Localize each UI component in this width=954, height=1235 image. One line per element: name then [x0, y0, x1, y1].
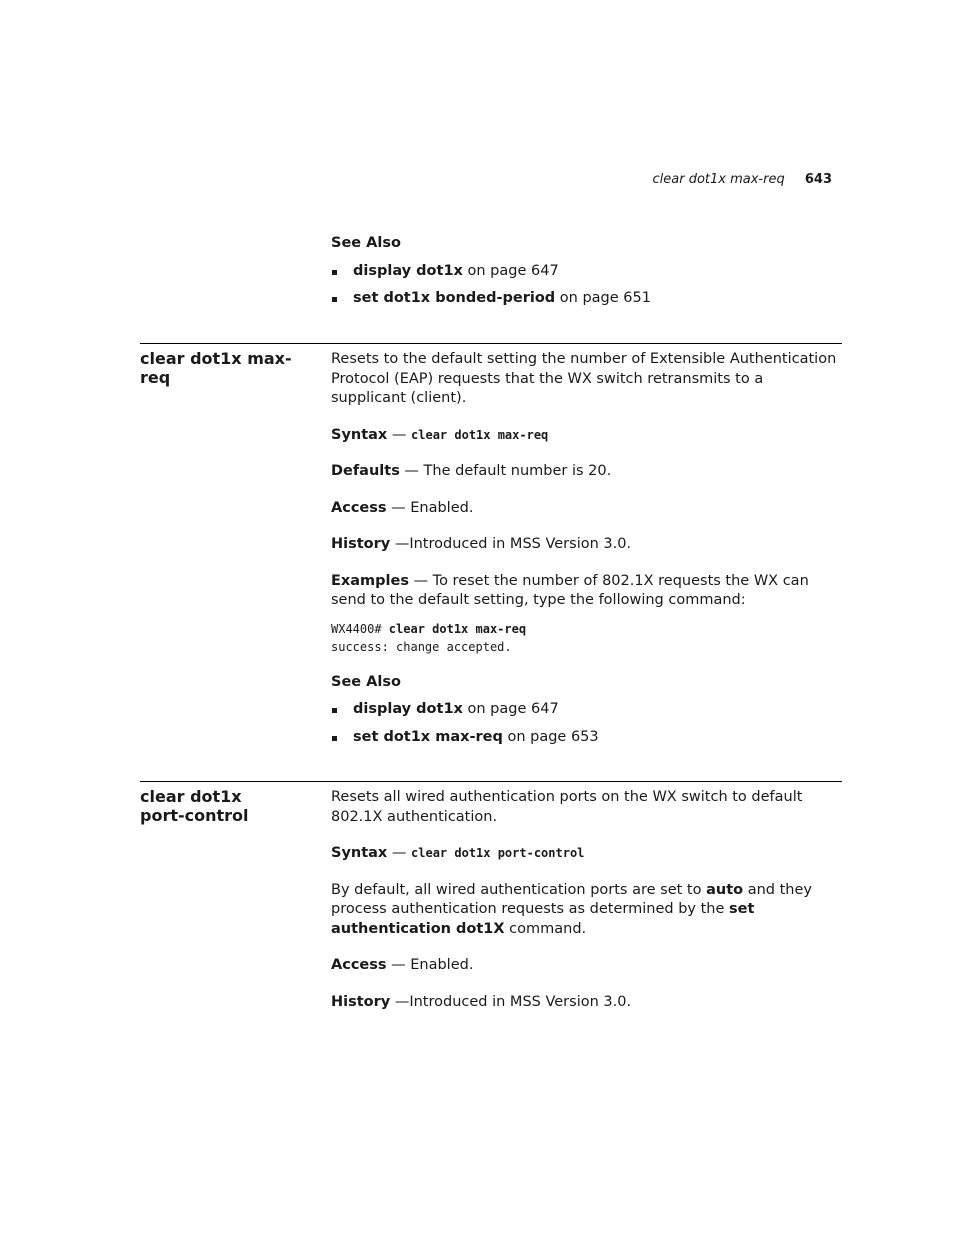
separator: — — [387, 426, 412, 443]
command-link[interactable]: display dot1x — [353, 701, 463, 717]
section-heading-max-req: clear dot1x max-req — [140, 349, 292, 387]
syntax-label: Syntax — [331, 845, 388, 861]
history-line — [331, 535, 842, 555]
section-body-port-control — [331, 788, 842, 1029]
history-label: History — [331, 536, 391, 552]
defaults-line — [331, 462, 842, 482]
access-text: — Enabled. — [386, 499, 474, 516]
see-also-heading: See Also — [331, 235, 401, 251]
syntax-command: clear dot1x port-control — [411, 846, 585, 860]
list-item — [331, 728, 842, 748]
section-divider — [140, 781, 842, 782]
code-example — [331, 620, 842, 656]
syntax-label: Syntax — [331, 426, 388, 443]
default-note — [331, 881, 842, 940]
section-heading-port-control — [140, 787, 320, 825]
access-text: — Enabled. — [386, 957, 474, 973]
separator: — — [387, 845, 412, 861]
command-link[interactable]: set dot1x max-req — [353, 728, 503, 745]
note-text: By default, all wired authentication ports are set to — [331, 881, 707, 898]
command-link[interactable]: set dot1x bonded-period — [353, 290, 556, 306]
syntax-command: clear dot1x max-req — [411, 427, 549, 442]
note-text: command. — [504, 920, 587, 937]
history-text: —Introduced in MSS Version 3.0. — [390, 536, 632, 552]
syntax-line — [331, 844, 842, 864]
access-label: Access — [331, 957, 387, 973]
access-line — [331, 956, 842, 976]
code-prompt: WX4400# — [331, 621, 389, 636]
running-head-title: clear dot1x max-req — [652, 172, 785, 187]
note-keyword: auto — [706, 881, 744, 898]
code-line — [331, 620, 842, 638]
page-ref: on page 647 — [462, 701, 559, 717]
see-also-list — [331, 700, 842, 747]
page-ref: on page 653 — [502, 728, 599, 745]
examples-line — [331, 572, 842, 611]
examples-text: — To reset the number of 802.1X requests the WX can send to the default setting, type the following command: — [331, 572, 809, 608]
code-command: clear dot1x max-req — [388, 621, 527, 636]
section-divider — [140, 343, 842, 344]
page-ref: on page 651 — [555, 290, 651, 306]
page-number: 643 — [804, 172, 832, 187]
heading-line: clear dot1x — [140, 787, 242, 806]
note-command: set authentication dot1X — [331, 901, 755, 937]
page-ref: on page 647 — [462, 262, 559, 279]
access-line — [331, 499, 842, 519]
heading-line: port-control — [140, 806, 249, 825]
defaults-label: Defaults — [331, 463, 400, 479]
command-link[interactable]: display dot1x — [353, 262, 463, 279]
note-text: and they process authentication requests as determined by the — [331, 881, 812, 917]
list-item — [331, 289, 842, 309]
syntax-line — [331, 426, 842, 446]
access-label: Access — [331, 499, 387, 516]
code-output: success: change accepted. — [331, 639, 512, 654]
see-also-heading: See Also — [331, 673, 401, 690]
description: Resets all wired authentication ports on the WX switch to default 802.1X authentication. — [331, 789, 803, 825]
top-see-also — [331, 234, 842, 317]
list-item — [331, 700, 842, 720]
history-text: —Introduced in MSS Version 3.0. — [390, 993, 632, 1010]
defaults-text: — The default number is 20. — [399, 463, 612, 479]
running-head — [653, 172, 833, 187]
list-item — [331, 262, 842, 282]
section-body-max-req — [331, 350, 842, 755]
examples-label: Examples — [331, 572, 409, 589]
history-line — [331, 993, 842, 1013]
history-label: History — [331, 993, 391, 1010]
see-also-list — [331, 262, 842, 309]
description: Resets to the default setting the number of Extensible Authentication Protocol (EAP) requests that the WX switch retransmits to a supplicant (client). — [331, 351, 837, 406]
